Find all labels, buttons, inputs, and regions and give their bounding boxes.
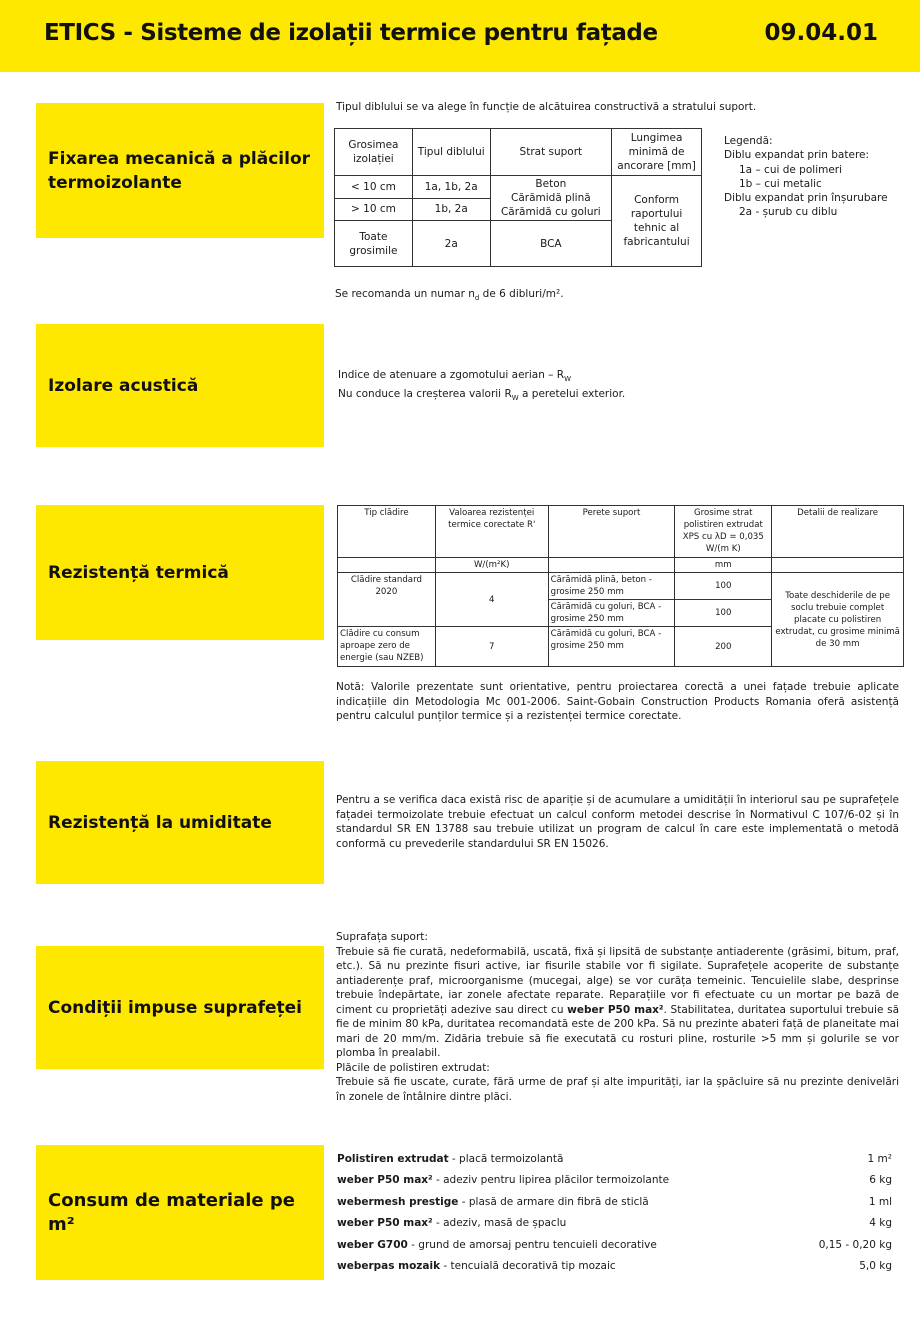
dowel-table-ancorare: Conform raportului tehnic al fabricantului: [612, 176, 702, 267]
acoustic-text: [338, 368, 625, 405]
dowel-table-cell: 1a, 1b, 2a: [412, 176, 490, 199]
thermal-table-header: Tip clădire: [338, 506, 436, 558]
material-row: [337, 1255, 892, 1276]
page-header: [0, 0, 920, 72]
page-title: ETICS - Sisteme de izolații termice pentru fațade: [44, 20, 658, 46]
section-title-box-conditii: [36, 946, 324, 1069]
material-row: [337, 1212, 892, 1233]
thermal-note: Notă: Valorile prezentate sunt orientative, pentru proiectarea corectă a unei fațade trebuie aplicate indicațiile din Metodologia Mc 001-2006. Saint-Gobain Construction Products Romania oferă asistență pentru calculul punților termice și a rezistenței termice corectate.: [336, 681, 899, 722]
thermal-thickness: 100: [675, 600, 772, 627]
thermal-table-header: Valoarea rezistenței termice corectate R': [435, 506, 548, 558]
suport-item: Cărămidă plină: [511, 192, 591, 204]
dowel-table-header: Lungimea minimă de ancorare [mm]: [612, 129, 702, 176]
material-label: weberpas mozaik - tencuială decorativă tip mozaic: [337, 1259, 616, 1272]
legend-line: Legendă:: [724, 135, 773, 147]
legend-line: 1b – cui metalic: [739, 177, 822, 190]
thermal-unit: mm: [675, 558, 772, 573]
material-label: weber P50 max² - adeziv pentru lipirea plăcilor termoizolante: [337, 1173, 670, 1186]
acoustic-line-1: Indice de atenuare a zgomotului aerian – $R_W$: [338, 369, 571, 384]
thermal-table-header: Perete suport: [548, 506, 675, 558]
thermal-table-header: Detalii de realizare: [772, 506, 904, 558]
dowel-table: [334, 128, 702, 267]
acoustic-line-2: Nu conduce la creșterea valorii $R_W$ a peretelui exterior.: [338, 387, 626, 402]
legend-line: 2a - șurub cu diblu: [739, 206, 838, 219]
dowel-table-header: Tipul diblului: [412, 129, 490, 176]
dowel-table-suport-cell: [490, 176, 612, 221]
section-title-conditii: Condiții impuse suprafeței: [48, 997, 302, 1018]
material-qty: 1 ml: [868, 1195, 892, 1208]
material-label: webermesh prestige - plasă de armare din fibră de sticlă: [337, 1195, 649, 1208]
material-row: [337, 1234, 892, 1255]
thermal-unit: W/(m²K): [435, 558, 548, 573]
dowel-table-cell: BCA: [490, 221, 612, 267]
legend-line: Diblu expandat prin înșurubare: [724, 192, 888, 205]
section-title-box-fixare: [36, 103, 324, 238]
humidity-text: Pentru a se verifica daca există risc de apariție și de acumulare a umidității în interiorul sau pe suprafețele fațadei termoizolate trebuie efectuat un calcul conform metodei descrise în Normativul C 107/6-02 și în standardul SR EN 13788 sau trebuie utilizat un program de calcul în care este implementată o metodă conformă cu prevederile standardului SR EN 15026.: [336, 794, 899, 850]
section-title-box-termica: [36, 505, 324, 640]
dowel-legend: [724, 134, 888, 220]
section-title-consum: Consum de materiale pe m²: [48, 1189, 295, 1235]
section-title-box-acustica: [36, 324, 324, 447]
thermal-wall: Cărămidă plină, beton - grosime 250 mm: [548, 573, 675, 600]
thermal-wall: Cărămidă cu goluri, BCA - grosime 250 mm: [548, 627, 675, 667]
section-title-box-umiditate: [36, 761, 324, 884]
thermal-thickness: 100: [675, 573, 772, 600]
section-title-fixare: Fixarea mecanică a plăcilor termoizolante: [48, 148, 311, 193]
fixare-intro: Tipul diblului se va alege în funcție de alcătuirea constructivă a stratului suport.: [336, 101, 757, 113]
dowel-table-header: Grosimea izolației: [335, 129, 413, 176]
thermal-building: Clădire cu consum aproape zero de energie (sau NZEB): [338, 627, 436, 667]
surface-paragraph-boards: Trebuie să fie uscate, curate, fără urme de praf și alte impurități, iar la șpăcluire să nu prezinte denivelări în zonele de întâlnire dintre plăci.: [336, 1076, 899, 1103]
material-label: Polistiren extrudat - placă termoizolantă: [337, 1152, 564, 1165]
material-row: [337, 1148, 892, 1169]
dowel-table-cell: 2a: [412, 221, 490, 267]
thermal-value: 4: [435, 573, 548, 627]
thermal-value: 7: [435, 627, 548, 667]
surface-heading-boards: Plăcile de polistiren extrudat:: [336, 1061, 490, 1074]
material-qty: 5,0 kg: [859, 1259, 892, 1272]
thermal-building: Clădire standard 2020: [338, 573, 436, 627]
thermal-thickness: 200: [675, 627, 772, 667]
page-code: 09.04.01: [764, 20, 878, 46]
thermal-wall: Cărămidă cu goluri, BCA - grosime 250 mm: [548, 600, 675, 627]
material-label: weber P50 max² - adeziv, masă de șpaclu: [337, 1216, 567, 1229]
material-row: [337, 1191, 892, 1212]
material-qty: 0,15 - 0,20 kg: [818, 1238, 892, 1251]
section-title-acustica: Izolare acustică: [48, 375, 199, 396]
surface-paragraph-support: Trebuie să fie curată, nedeformabilă, uscată, fixă și lipsită de substanțe antiaderente (grăsimi, bitum, praf, etc.). Să nu prezinte fisuri active, iar fisurile stabile vor fi sigilate. Suprafețele acoperite de substanțe antiaderențe praf, microorganisme (mucegai, alge) se vor curăța temeinic. Tencuielile slabe, desprinse trebuie îndepărtate, iar zonele afectate reparate. Reparațiile vor fi efectuate cu un mortar pe bază de ciment cu proprietăți adezive sau direct cu weber P50 max². Stabilitatea, duritatea suportului trebuie să fie de minim 80 kPa, duritatea recomandată este de 200 kPa. Să nu prezinte abateri față de planeitate mai mari de 20 mm/m. Zidăria trebuie să fie executată cu rosturi pline, rosturile >5 mm și golurile se vor plomba în prealabil.: [336, 945, 900, 1059]
material-row: [337, 1169, 892, 1190]
thermal-details: Toate deschiderile de pe soclu trebuie complet placate cu polistiren extrudat, cu grosime minimă de 30 mm: [772, 573, 904, 667]
section-title-termica: Rezistență termică: [48, 562, 229, 583]
dowel-table-cell: Toate grosimile: [335, 221, 413, 267]
dowel-recommendation: Se recomanda un numar $n_d$ de 6 dibluri/m².: [335, 288, 564, 303]
material-qty: 1 m²: [867, 1152, 892, 1165]
surface-conditions-text: [336, 930, 899, 1104]
legend-line: 1a – cui de polimeri: [739, 163, 843, 176]
dowel-table-cell: 1b, 2a: [412, 198, 490, 221]
legend-line: Diblu expandat prin batere:: [724, 149, 870, 162]
dowel-table-header: Strat suport: [490, 129, 612, 176]
dowel-table-cell: < 10 cm: [335, 176, 413, 199]
thermal-table: [337, 505, 904, 667]
thermal-table-header: Grosime strat polistiren extrudat XPS cu λD = 0,035 W/(m K): [675, 506, 772, 558]
material-qty: 6 kg: [869, 1173, 892, 1186]
dowel-table-cell: > 10 cm: [335, 198, 413, 221]
suport-item: Beton: [535, 178, 567, 190]
surface-heading-support: Suprafața suport:: [336, 931, 428, 943]
section-title-umiditate: Rezistență la umiditate: [48, 812, 272, 833]
material-label: weber G700 - grund de amorsaj pentru tencuieli decorative: [337, 1238, 657, 1251]
section-title-box-consum: [36, 1145, 324, 1280]
suport-item: Cărămidă cu goluri: [500, 206, 601, 218]
material-qty: 4 kg: [869, 1216, 892, 1229]
